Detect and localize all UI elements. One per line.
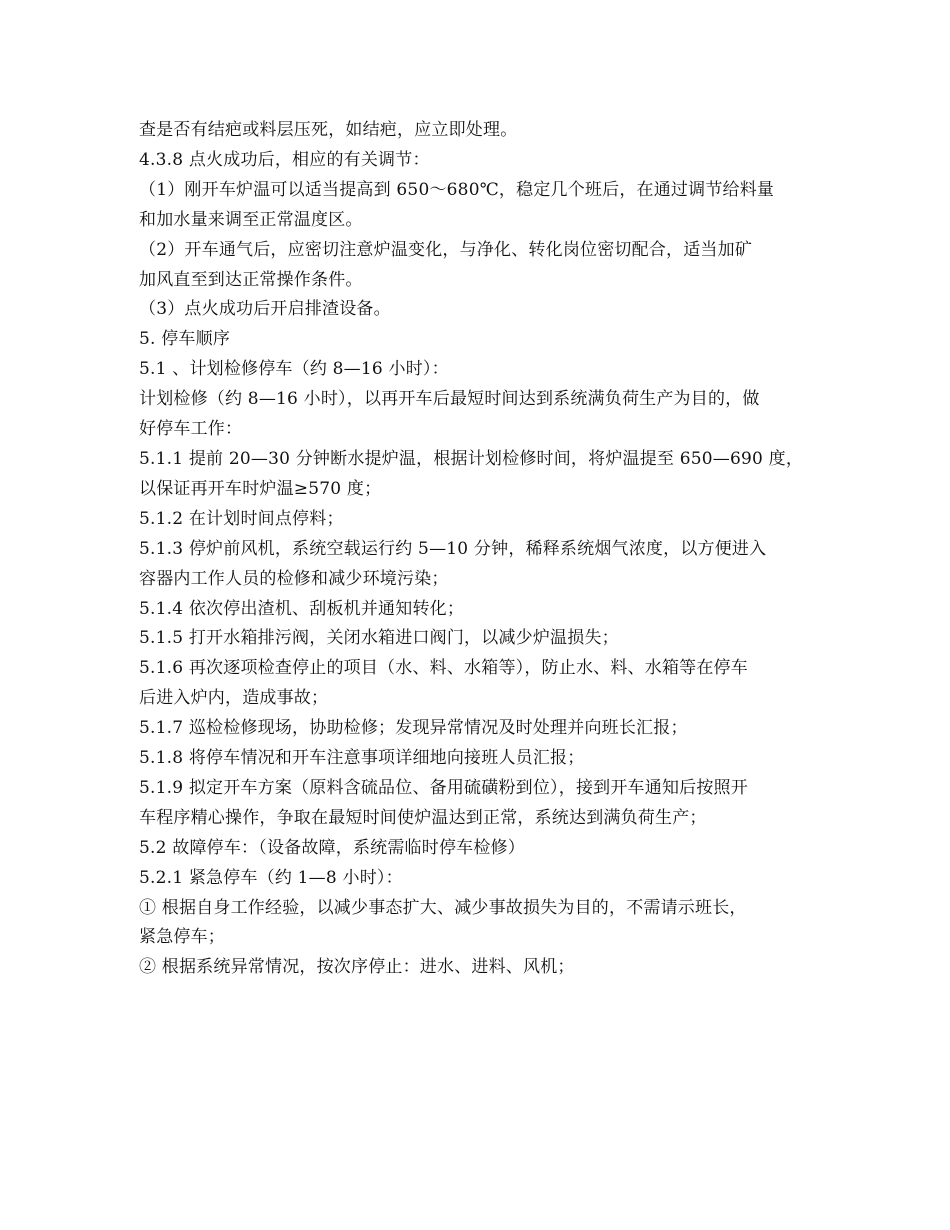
text-line: （3）点火成功后开启排渣设备。: [139, 299, 391, 320]
text-line: 5.1.4 依次停出渣机、刮板机并通知转化；: [139, 598, 465, 619]
text-line: 5.1.3 停炉前风机，系统空载运行约 5—10 分钟，稀释系统烟气浓度，以方便进入: [139, 538, 767, 559]
text-line: 5.1.8 将停车情况和开车注意事项详细地向接班人员汇报；: [139, 748, 585, 769]
text-line: （1）刚开车炉温可以适当提高到 650～680℃，稳定几个班后，在通过调节给料量: [139, 179, 775, 200]
text-line: 5.1.9 拟定开车方案（原料含硫品位、备用硫磺粉到位），接到开车通知后按照开: [139, 777, 748, 798]
text-line: 查是否有结疤或料层压死，如结疤，应立即处理。: [139, 120, 518, 140]
text-line: 紧急停车；: [139, 927, 225, 948]
text-line: ① 根据自身工作经验，以减少事态扩大、减少事故损失为目的，不需请示班长，: [139, 897, 747, 918]
section-heading-5: 5. 停车顺序: [139, 329, 231, 350]
text-line: 5.1.7 巡检检修现场，协助检修；发现异常情况及时处理并向班长汇报；: [139, 718, 688, 739]
text-line: 好停车工作：: [139, 419, 243, 440]
section-heading-5-1: 5.1 、计划检修停车（约 8—16 小时）：: [139, 359, 449, 380]
text-line: 车程序精心操作，争取在最短时间使炉温达到正常，系统达到满负荷生产；: [139, 807, 707, 828]
section-heading-5-2-1: 5.2.1 紧急停车（约 1—8 小时）：: [139, 867, 403, 888]
document-body: [139, 116, 829, 983]
text-line: 5.1.6 再次逐项检查停止的项目（水、料、水箱等），防止水、料、水箱等在停车: [139, 658, 748, 679]
text-line: 5.1.5 打开水箱排污阀，关闭水箱进口阀门，以减少炉温损失；: [139, 628, 619, 649]
text-line: （2）开车通气后，应密切注意炉温变化，与净化、转化岗位密切配合，适当加矿: [139, 239, 753, 260]
text-line: 5.1.1 提前 20—30 分钟断水提炉温，根据计划检修时间，将炉温提至 650—690 度，: [139, 448, 804, 469]
section-heading-5-2: 5.2 故障停车：（设备故障，系统需临时停车检修）: [139, 837, 525, 858]
text-line: 后进入炉内，造成事故；: [139, 688, 329, 709]
text-line: ② 根据系统异常情况，按次序停止：进水、进料、风机；: [139, 957, 575, 978]
text-line: 计划检修（约 8—16 小时），以再开车后最短时间达到系统满负荷生产为目的，做: [139, 389, 760, 410]
text-line: 以保证再开车时炉温≥570 度；: [139, 478, 382, 499]
text-line: 和加水量来调至正常温度区。: [139, 209, 363, 230]
text-line: 5.1.2 在计划时间点停料；: [139, 508, 344, 529]
text-line: 加风直至到达正常操作条件。: [139, 269, 363, 290]
text-line: 容器内工作人员的检修和减少环境污染；: [139, 568, 449, 589]
section-heading-4-3-8: 4.3.8 点火成功后，相应的有关调节：: [139, 149, 430, 170]
